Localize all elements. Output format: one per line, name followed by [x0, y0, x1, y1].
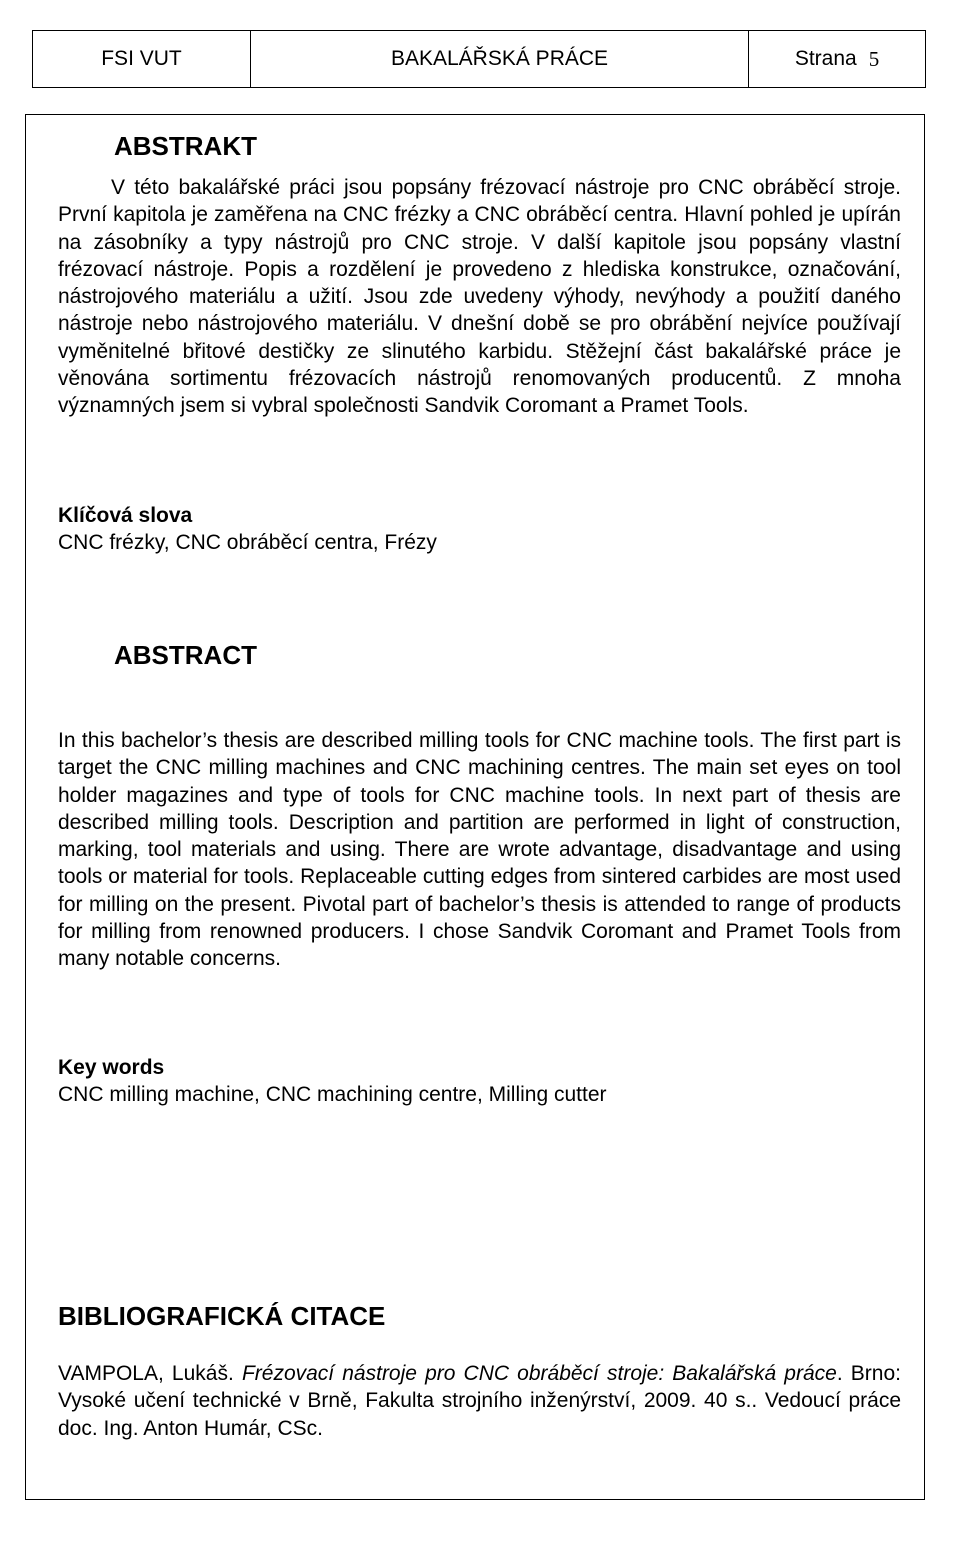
- key-words-text: CNC milling machine, CNC machining centre, Milling cutter: [58, 1083, 607, 1106]
- klicova-slova-text: CNC frézky, CNC obráběcí centra, Frézy: [58, 531, 437, 554]
- key-words-heading: Key words: [58, 1056, 165, 1079]
- abstrakt-section: [58, 174, 901, 420]
- header-document-type: BAKALÁŘSKÁ PRÁCE: [251, 31, 749, 87]
- citation-title: Frézovací nástroje pro CNC obráběcí stroje: Bakalářská práce: [241, 1362, 837, 1385]
- header-institution: FSI VUT: [33, 31, 251, 87]
- citation-section: [58, 1360, 901, 1442]
- header-page-number: 5: [868, 46, 880, 71]
- klicova-slova-heading: Klíčová slova: [58, 504, 193, 527]
- key-words-section: [58, 1054, 901, 1108]
- header-page-label: Strana: [794, 47, 857, 70]
- abstract-heading: ABSTRACT: [114, 640, 257, 670]
- header-page-info: [749, 31, 925, 87]
- abstract-section: [58, 727, 901, 973]
- citation-text: [58, 1360, 901, 1442]
- abstrakt-heading: ABSTRAKT: [114, 131, 257, 161]
- page-header: [32, 30, 926, 88]
- abstract-heading-wrap: [114, 640, 514, 670]
- citation-heading: BIBLIOGRAFICKÁ CITACE: [58, 1301, 386, 1331]
- klicova-slova-section: [58, 502, 901, 556]
- citation-author: VAMPOLA, Lukáš.: [58, 1362, 234, 1385]
- abstrakt-text: V této bakalářské práci jsou popsány frézovací nástroje pro CNC obráběcí stroje. První kapitola je zaměřena na CNC frézky a CNC obráběcí centra. Hlavní pohled je upírán na zásobníky a typy nástrojů pro CNC stroje. V další kapitole jsou popsány vlastní frézovací nástroje. Popis a rozdělení je provedeno z hlediska konstrukce, označování, nástrojového materiálu a užití. Jsou zde uvedeny výhody, nevýhody a použití daného nástroje nebo nástrojového materiálu. V dnešní době se pro obrábění nejvíce používají vyměnitelné břitové destičky ze slinutého karbidu. Stěžejní část bakalářské práce je věnována sortimentu frézovacích nástrojů renomovaných producentů. Z mnoha významných jsem si vybral společnosti Sandvik Coromant a Pramet Tools.: [58, 176, 901, 418]
- abstract-text: In this bachelor’s thesis are described milling tools for CNC machine tools. The first part is target the CNC milling machines and CNC machining centres. The main set eyes on tool holder magazines and type of tools for CNC machine tools. In next part of thesis are described milling tools. Description and partition are performed in light of construction, marking, tool materials and using. There are wrote advantage, disadvantage and using tools or material for tools. Replaceable cutting edges from sintered carbides are most used for milling on the present. Pivotal part of bachelor’s thesis is attended to range of products for milling from renowned producers. I chose Sandvik Coromant and Pramet Tools from many notable concerns.: [58, 729, 901, 971]
- citation-details: . Brno: Vysoké učení technické v Brně, Fakulta strojního inženýrství, 2009. 40 s.. Vedoucí práce doc. Ing. Anton Humár, CSc.: [58, 1362, 901, 1440]
- citation-heading-wrap: [58, 1301, 901, 1331]
- abstrakt-heading-wrap: [114, 131, 514, 161]
